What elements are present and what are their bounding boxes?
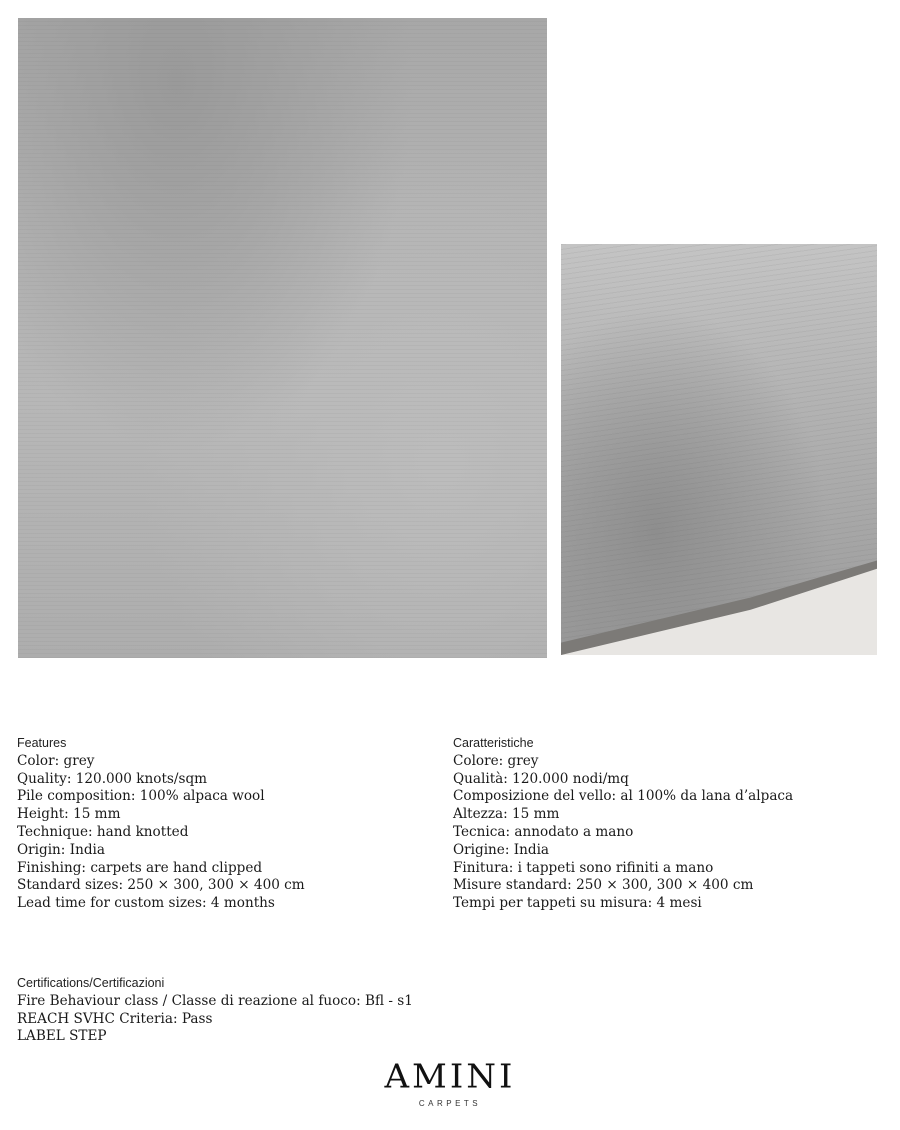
features-heading: Features xyxy=(17,736,67,750)
caratteristiche-qualita: Qualità: 120.000 nodi/mq xyxy=(453,770,629,787)
features-section xyxy=(17,735,305,913)
caratteristiche-altezza: Altezza: 15 mm xyxy=(453,806,560,823)
caratteristiche-origine: Origine: India xyxy=(453,841,550,858)
certification-label-step: LABEL STEP xyxy=(17,1028,107,1045)
caratteristiche-section xyxy=(453,735,793,913)
brand-logo-wordmark: AMINI xyxy=(384,1058,516,1096)
features-finishing: Finishing: carpets are hand clipped xyxy=(17,859,263,876)
caratteristiche-colore: Colore: grey xyxy=(453,752,539,769)
certification-reach: REACH SVHC Criteria: Pass xyxy=(17,1010,213,1027)
features-height: Height: 15 mm xyxy=(17,806,121,823)
certifications-section xyxy=(17,975,413,1046)
features-technique: Technique: hand knotted xyxy=(17,823,189,840)
caratteristiche-tecnica: Tecnica: annodato a mano xyxy=(453,823,634,840)
features-lead-time: Lead time for custom sizes: 4 months xyxy=(17,895,275,912)
features-origin: Origin: India xyxy=(17,841,105,858)
certifications-heading: Certifications/Certificazioni xyxy=(17,976,165,990)
features-quality: Quality: 120.000 knots/sqm xyxy=(17,770,208,787)
caratteristiche-heading: Caratteristiche xyxy=(453,736,534,750)
rug-product-photo xyxy=(18,18,547,658)
brand-logo xyxy=(330,1058,570,1108)
rug-detail-pile xyxy=(561,244,877,655)
caratteristiche-misure: Misure standard: 250 × 300, 300 × 400 cm xyxy=(453,877,754,894)
features-pile-composition: Pile composition: 100% alpaca wool xyxy=(17,788,265,805)
caratteristiche-finitura: Finitura: i tappeti sono rifiniti a mano xyxy=(453,859,714,876)
rug-detail-photo xyxy=(561,244,877,655)
caratteristiche-composizione: Composizione del vello: al 100% da lana d’alpaca xyxy=(453,788,794,805)
features-standard-sizes: Standard sizes: 250 × 300, 300 × 400 cm xyxy=(17,877,305,894)
features-color: Color: grey xyxy=(17,752,95,769)
brand-logo-subtitle: CARPETS xyxy=(418,1099,482,1108)
caratteristiche-tempi: Tempi per tappeti su misura: 4 mesi xyxy=(453,895,702,912)
certification-fire-class: Fire Behaviour class / Classe di reazione al fuoco: Bfl - s1 xyxy=(17,992,413,1009)
